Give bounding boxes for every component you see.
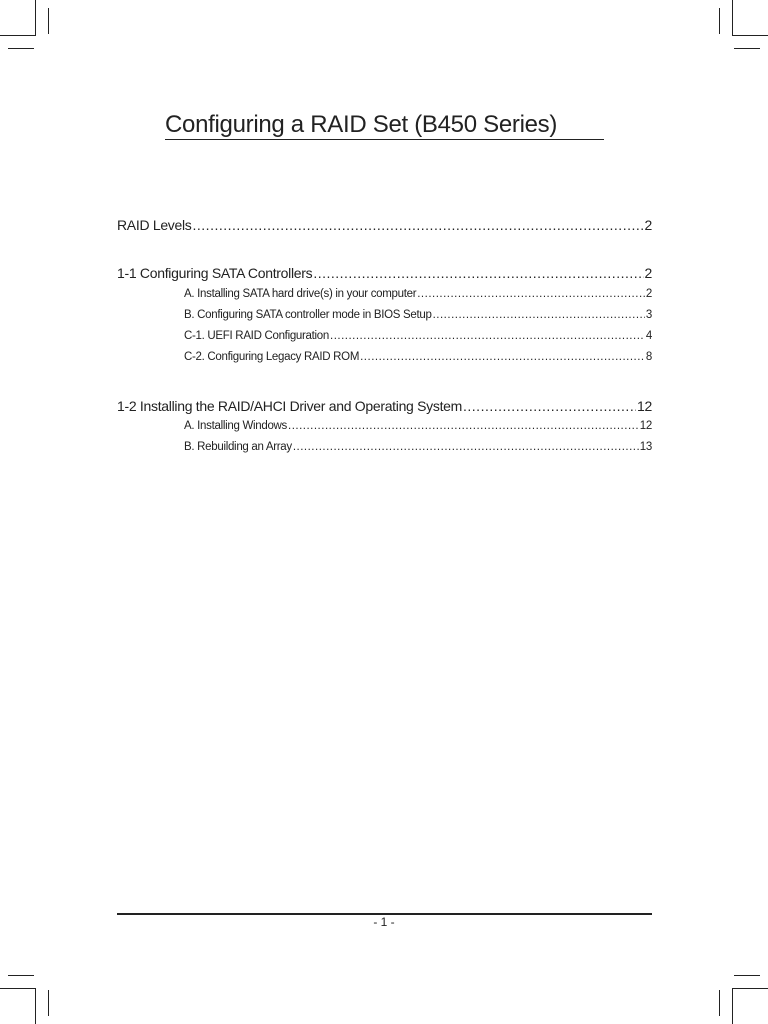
toc-subentry-installing-windows[interactable] [184,419,652,434]
toc-subentry-sata-mode-bios[interactable] [184,308,652,323]
crop-mark [734,48,760,49]
page-number: - 1 - [373,915,395,929]
toc-entry-page: 8 [645,351,652,363]
toc-entry-page: 12 [639,420,652,432]
crop-mark [48,8,49,34]
crop-mark [732,988,733,1024]
toc-entry-page: 2 [644,265,652,281]
crop-mark [719,990,720,1016]
crop-mark [8,975,34,976]
toc-entry-page: 4 [645,330,652,342]
dot-leader [417,287,645,302]
toc-entry-label: C-1. UEFI RAID Configuration [184,330,329,342]
crop-mark [732,35,768,36]
crop-mark [8,48,34,49]
toc-entry-page: 2 [645,288,652,300]
crop-mark [732,0,733,36]
crop-mark [35,0,36,36]
toc-entry-configuring-sata-controllers[interactable] [117,264,652,282]
toc-entry-raid-levels[interactable] [117,216,652,234]
dot-leader [313,264,643,282]
crop-mark [0,35,36,36]
crop-mark [48,990,49,1016]
dot-leader [463,397,636,415]
toc-entry-page: 2 [644,217,652,233]
toc-subentry-legacy-raid-rom[interactable] [184,350,652,365]
toc-entry-installing-driver-os[interactable] [117,397,652,415]
toc-subentry-uefi-raid[interactable] [184,329,652,344]
page-title: Configuring a RAID Set (B450 Series) [165,111,558,138]
toc-entry-page: 3 [645,309,652,321]
crop-mark [734,975,760,976]
dot-leader [293,440,639,455]
toc-subentry-installing-sata-drives[interactable] [184,287,652,302]
toc-entry-label: 1-2 Installing the RAID/AHCI Driver and Operating System [117,398,463,414]
toc-entry-page: 13 [639,441,652,453]
dot-leader [433,308,645,323]
dot-leader [193,216,644,234]
crop-mark [0,988,36,989]
toc-entry-label: A. Installing SATA hard drive(s) in your computer [184,288,417,300]
crop-mark [35,988,36,1024]
toc-entry-label: RAID Levels [117,217,192,233]
crop-mark [732,988,768,989]
toc-entry-label: 1-1 Configuring SATA Controllers [117,265,313,281]
toc-entry-label: A. Installing Windows [184,420,287,432]
toc-subentry-rebuilding-array[interactable] [184,440,652,455]
dot-leader [360,350,645,365]
toc-entry-label: C-2. Configuring Legacy RAID ROM [184,351,360,363]
crop-mark [719,8,720,34]
title-underline [165,139,604,140]
dot-leader [288,419,639,434]
toc-entry-page: 12 [637,398,652,414]
toc-entry-label: B. Rebuilding an Array [184,441,292,453]
toc-entry-label: B. Configuring SATA controller mode in BIOS Setup [184,309,432,321]
dot-leader [330,329,645,344]
